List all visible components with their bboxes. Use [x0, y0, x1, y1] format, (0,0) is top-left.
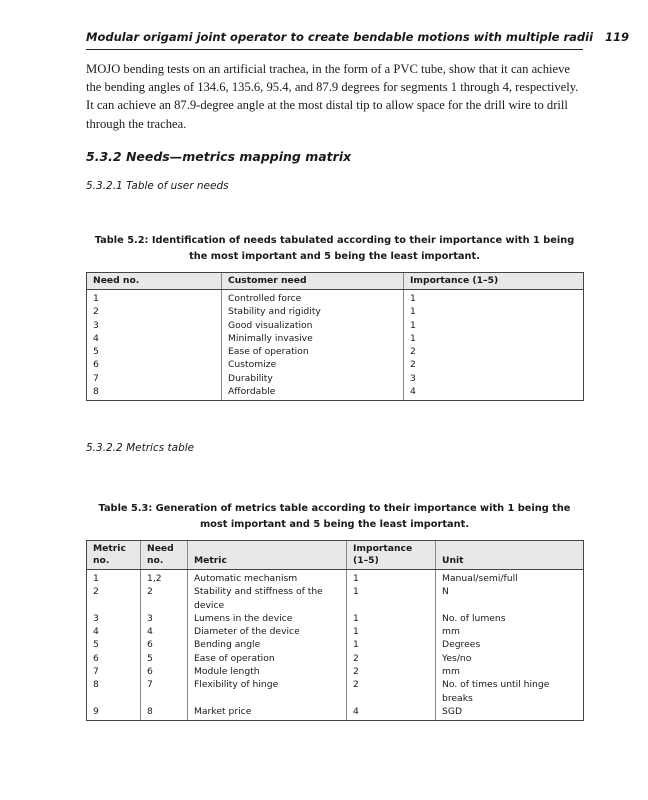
table-header-row — [87, 541, 584, 570]
table-cell: 8 — [87, 385, 222, 401]
column-header-importance: Importance (1–5) — [404, 273, 584, 290]
column-header-metric-no: Metric no. — [87, 541, 141, 570]
page-number: 119 — [605, 30, 630, 44]
table-cell: 1 — [87, 290, 222, 306]
table-cell: Ease of operation — [222, 345, 404, 358]
column-header-metric: Metric — [188, 541, 347, 570]
table-cell: 5 — [87, 638, 141, 651]
table-cell: 1 — [347, 612, 436, 625]
table-cell: Good visualization — [222, 319, 404, 332]
column-header-need-no: Need no. — [141, 541, 188, 570]
table-cell: mm — [436, 625, 584, 638]
table-row — [87, 319, 584, 332]
table-cell: Affordable — [222, 385, 404, 401]
table-cell: 8 — [141, 705, 188, 721]
table-cell: Stability and rigidity — [222, 305, 404, 318]
table-cell: 3 — [87, 319, 222, 332]
table-row — [87, 345, 584, 358]
table-cell: 2 — [87, 585, 141, 612]
needs-table — [86, 272, 584, 401]
table-cell: 4 — [404, 385, 584, 401]
column-header-unit: Unit — [436, 541, 584, 570]
table-cell: 8 — [87, 678, 141, 705]
table-cell: 9 — [87, 705, 141, 721]
table-row — [87, 705, 584, 721]
table-row — [87, 665, 584, 678]
table-cell: Diameter of the device — [188, 625, 347, 638]
table-header-row — [87, 273, 584, 290]
table-cell: 2 — [404, 358, 584, 371]
table-row — [87, 570, 584, 586]
table-cell: Bending angle — [188, 638, 347, 651]
table-cell: No. of lumens — [436, 612, 584, 625]
table-cell: 5 — [141, 652, 188, 665]
table-cell: 1,2 — [141, 570, 188, 586]
table-cell: 6 — [87, 358, 222, 371]
table-cell: 1 — [404, 332, 584, 345]
table-cell: 7 — [87, 372, 222, 385]
table-row — [87, 305, 584, 318]
table-cell: 3 — [87, 612, 141, 625]
table-cell: 1 — [347, 625, 436, 638]
column-header-need-no: Need no. — [87, 273, 222, 290]
section-heading: 5.3.2 Needs—metrics mapping matrix — [86, 149, 352, 164]
table-row — [87, 332, 584, 345]
table-cell: 6 — [141, 638, 188, 651]
table-cell: No. of times until hinge breaks — [436, 678, 584, 705]
table-cell: 6 — [87, 652, 141, 665]
table-row — [87, 638, 584, 651]
table-cell: 2 — [347, 678, 436, 705]
table-cell: 2 — [347, 652, 436, 665]
table-cell: 4 — [347, 705, 436, 721]
table-cell: Lumens in the device — [188, 612, 347, 625]
running-title: Modular origami joint operator to create bendable motions with multiple radii — [86, 30, 594, 44]
table-cell: 7 — [141, 678, 188, 705]
metrics-table-body — [87, 570, 584, 721]
table-cell: 1 — [347, 638, 436, 651]
table-cell: Controlled force — [222, 290, 404, 306]
table-cell: Flexibility of hinge — [188, 678, 347, 705]
header-rule — [86, 49, 583, 50]
table-cell: 2 — [141, 585, 188, 612]
table-cell: 1 — [404, 319, 584, 332]
table-row — [87, 678, 584, 705]
table-row — [87, 372, 584, 385]
table-cell: Minimally invasive — [222, 332, 404, 345]
table-5-2-caption: Table 5.2: Identification of needs tabulated according to their importance with 1 being the most important and 5 being the least important. — [94, 235, 575, 262]
table-cell: Manual/semi/full — [436, 570, 584, 586]
table-5-3-caption: Table 5.3: Generation of metrics table according to their importance with 1 being the most important and 5 being the least important. — [98, 503, 571, 530]
table-cell: SGD — [436, 705, 584, 721]
table-cell: 1 — [87, 570, 141, 586]
table-row — [87, 612, 584, 625]
subsection-heading-metrics-table: 5.3.2.2 Metrics table — [86, 442, 195, 454]
table-cell: Automatic mechanism — [188, 570, 347, 586]
table-row — [87, 585, 584, 612]
subsection-heading-user-needs: 5.3.2.1 Table of user needs — [86, 180, 229, 192]
column-header-importance: Importance (1–5) — [347, 541, 436, 570]
table-cell: mm — [436, 665, 584, 678]
table-cell: 1 — [347, 570, 436, 586]
table-cell: Durability — [222, 372, 404, 385]
table-cell: Ease of operation — [188, 652, 347, 665]
table-row — [87, 625, 584, 638]
table-cell: 4 — [87, 625, 141, 638]
table-row — [87, 358, 584, 371]
needs-table-body — [87, 290, 584, 401]
table-cell: 3 — [141, 612, 188, 625]
table-cell: 5 — [87, 345, 222, 358]
table-cell: 2 — [347, 665, 436, 678]
table-cell: 6 — [141, 665, 188, 678]
table-cell: 3 — [404, 372, 584, 385]
table-cell: 2 — [87, 305, 222, 318]
table-cell: 1 — [347, 585, 436, 612]
table-cell: 7 — [87, 665, 141, 678]
table-cell: 4 — [141, 625, 188, 638]
table-cell: Degrees — [436, 638, 584, 651]
running-header — [86, 30, 630, 44]
table-cell: Module length — [188, 665, 347, 678]
table-cell: 4 — [87, 332, 222, 345]
column-header-customer-need: Customer need — [222, 273, 404, 290]
body-paragraph: MOJO bending tests on an artificial trachea, in the form of a PVC tube, show that it can achieve the bending angles of 134.6, 135.6, 95.4, and 87.9 degrees for segments 1 through 4, respectively. It can achieve an 87.9-degree angle at the most distal tip to allow space for the drill wire to drill through the trachea. — [86, 62, 579, 131]
table-row — [87, 385, 584, 401]
table-cell: 1 — [404, 305, 584, 318]
table-cell: N — [436, 585, 584, 612]
table-cell: 2 — [404, 345, 584, 358]
metrics-table — [86, 540, 584, 721]
table-cell: Stability and stiffness of the device — [188, 585, 347, 612]
table-cell: 1 — [404, 290, 584, 306]
table-cell: Market price — [188, 705, 347, 721]
table-row — [87, 652, 584, 665]
table-cell: Customize — [222, 358, 404, 371]
table-row — [87, 290, 584, 306]
table-cell: Yes/no — [436, 652, 584, 665]
